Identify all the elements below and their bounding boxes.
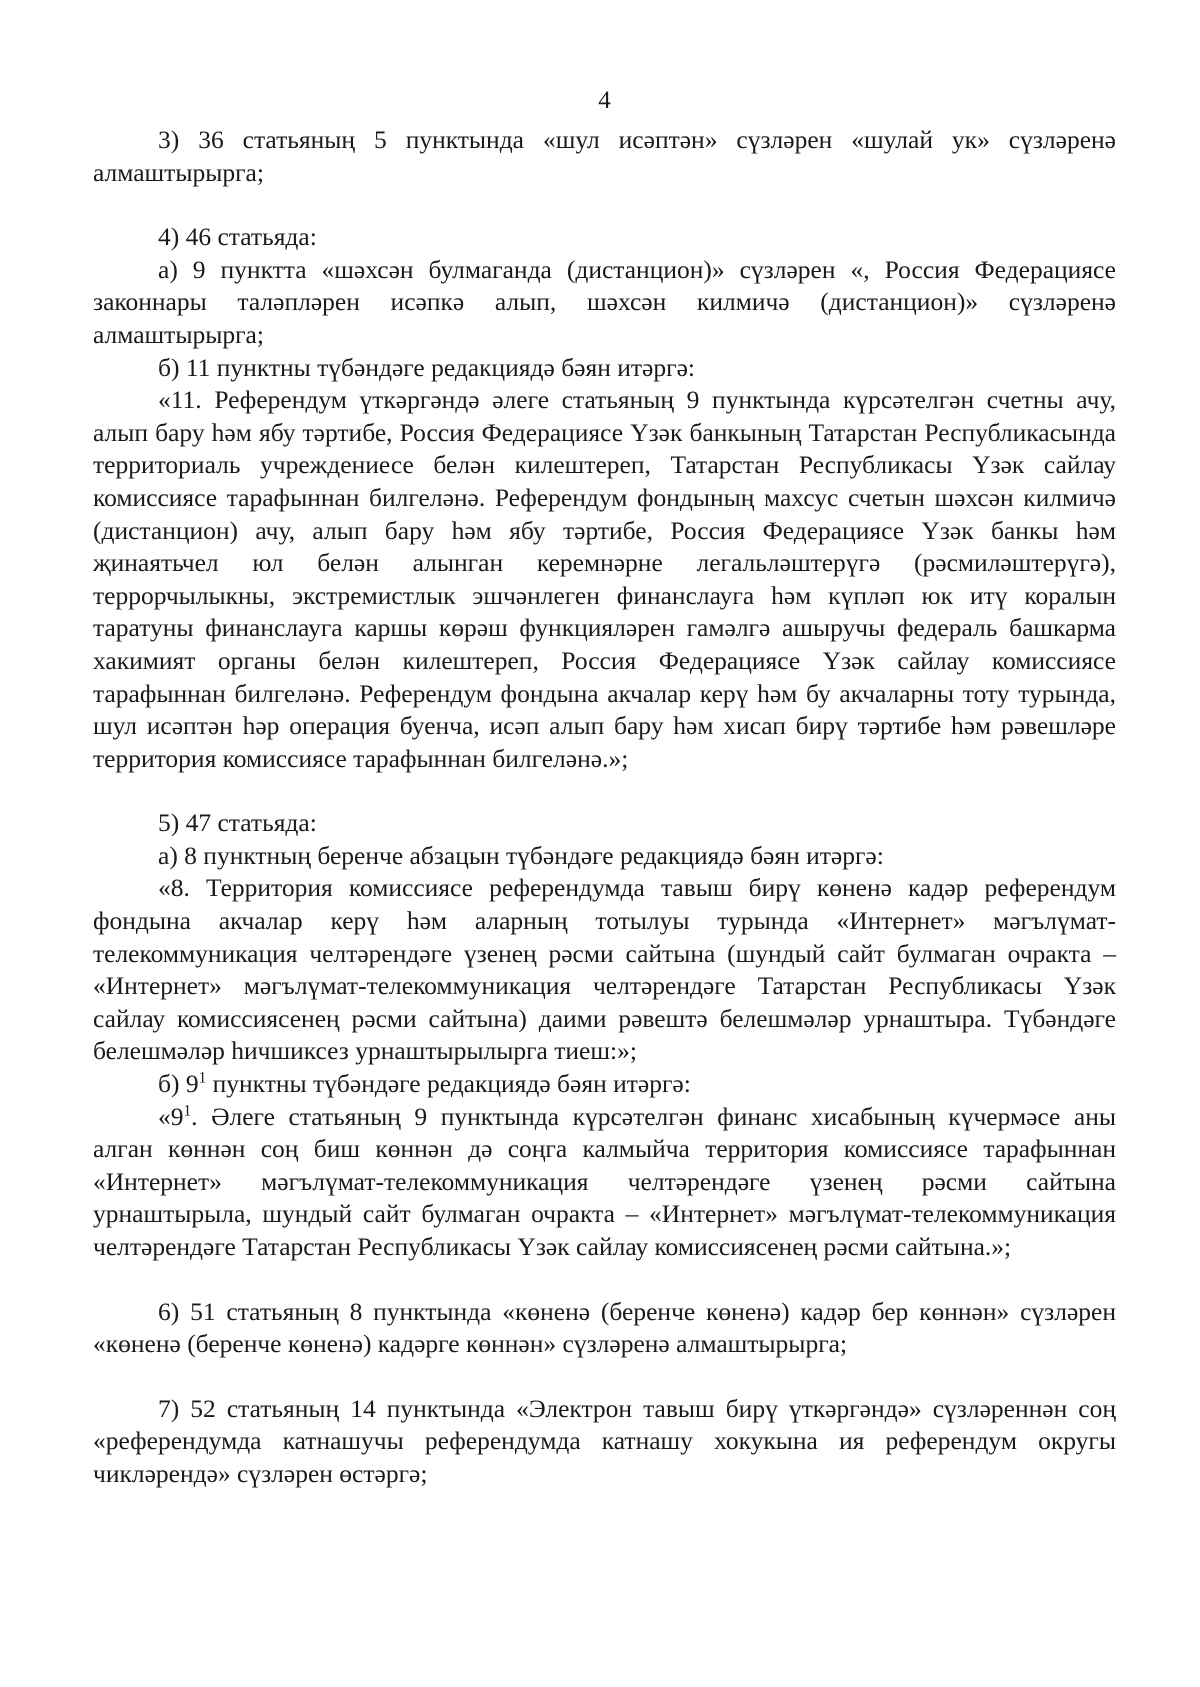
- subitem-a-point-8-intro: а) 8 пунктның беренче абзацын түбәндәге редакциядә бәян итәргә:: [158, 840, 884, 870]
- point-11-new-text: «11. Референдум үткәргәндә әлеге статьяның 9 пунктында күрсәтелгән счетны ачу, алып бару һәм ябу тәртибе, Россия Федерациясе Үзәк банкының Татарстан Республикасында территориаль учреждениесе белән килештереп, Татарстан Республикасы Үзәк сайлау комиссиясе тарафыннан билгеләнә. Референдум фондының махсус счетын шәхсән килмичә (дистанцион) ачу, алып бару һәм ябу тәртибе, Россия Федерациясе Үзәк банкы һәм җинаятьчел юл белән алынган керемнәрне легальләштерүгә (рәсмиләштерүгә), террорчылыкны, экстремистлык эшчәнлеген финанслауга һәм күпләп юк итү коралын таратуны финанслауга каршы көрәш функцияләрен гамәлгә ашыручы федераль башкарма хакимият органы белән килештереп, Россия Федерациясе Үзәк сайлау комиссиясе тарафыннан билгеләнә. Референдум фондына акчалар керү һәм бу акчаларны тоту турында, шул исәптән һәр операция буенча, исәп алып бару һәм хисап бирү тәртибе һәм рәвешләре территория комиссиясе тарафыннан билгеләнә.»;: [93, 385, 1116, 773]
- point-9-1-new-text: [93, 1101, 1116, 1264]
- superscript: 1: [198, 1069, 207, 1087]
- text-before-sup: б) 9: [158, 1069, 199, 1099]
- text-before-sup: «9: [158, 1101, 184, 1131]
- subitem-a-point-9: а) 9 пунктта «шәхсән булмаганда (дистанцион)» сүзләрен «, Россия Федерациясе законнары таләпләрен исәпкә алып, шәхсән килмичә (дистанцион)» сүзләренә алмаштырырга;: [93, 254, 1116, 349]
- page-number: 4: [598, 87, 611, 114]
- text-after-sup: . Әлеге статьяның 9 пунктында күрсәтелгән финанс хисабының күчермәсе аны алган көннән соң биш көннән дә соңга калмыйча территория комиссиясе тарафыннан «Интернет» мәгълүмат-телекоммуникация челтәрендәге үзенең рәсми сайтына урнаштырыла, шундый сайт булмаган очракта – «Интернет» мәгълүмат-телекоммуникация челтәрендәге Татарстан Республикасы Үзәк сайлау комиссиясенең рәсми сайтына.»;: [93, 1101, 1116, 1261]
- item-5-article-47-heading: 5) 47 статьяда:: [158, 808, 317, 838]
- item-3-article-36: 3) 36 статьяның 5 пунктында «шул исәптән» сүзләрен «шулай ук» сүзләренә алмаштырырга;: [93, 125, 1116, 187]
- superscript: 1: [183, 1102, 192, 1120]
- subitem-b-point-9-1-intro: [93, 1068, 1116, 1101]
- item-6-article-51: 6) 51 статьяның 8 пунктында «көненә (беренче көненә) кадәр бер көннән» сүзләрен «көненә (беренче көненә) кадәрге көннән» сүзләренә алмаштырырга;: [93, 1296, 1116, 1359]
- point-8-new-text: «8. Территория комиссиясе референдумда тавыш бирү көненә кадәр референдум фондына акчалар керү һәм аларның тотылуы турында «Интернет» мәгълүмат-телекоммуникация челтәрендәге үзенең рәсми сайтына (шундый сайт булмаган очракта – «Интернет» мәгълүмат-телекоммуникация челтәрендәге Татарстан Республикасы Үзәк сайлау комиссиясенең рәсми сайтына) даими рәвештә белешмәләр урнаштыра. Түбәндәге белешмәләр һичшиксез урнаштырылырга тиеш:»;: [93, 873, 1116, 1066]
- subitem-b-point-11-intro: б) 11 пунктны түбәндәге редакциядә бәян итәргә:: [158, 352, 695, 382]
- text-after-sup: пунктны түбәндәге редакциядә бәян итәргә:: [206, 1069, 691, 1099]
- item-4-article-46-heading: 4) 46 статьяда:: [158, 222, 317, 252]
- item-7-article-52: 7) 52 статьяның 14 пунктында «Электрон тавыш бирү үткәргәндә» сүзләреннән соң «референдумда катнашучы референдумда катнашу хокукына ия референдум округы чикләрендә» сүзләрен өстәргә;: [93, 1393, 1116, 1488]
